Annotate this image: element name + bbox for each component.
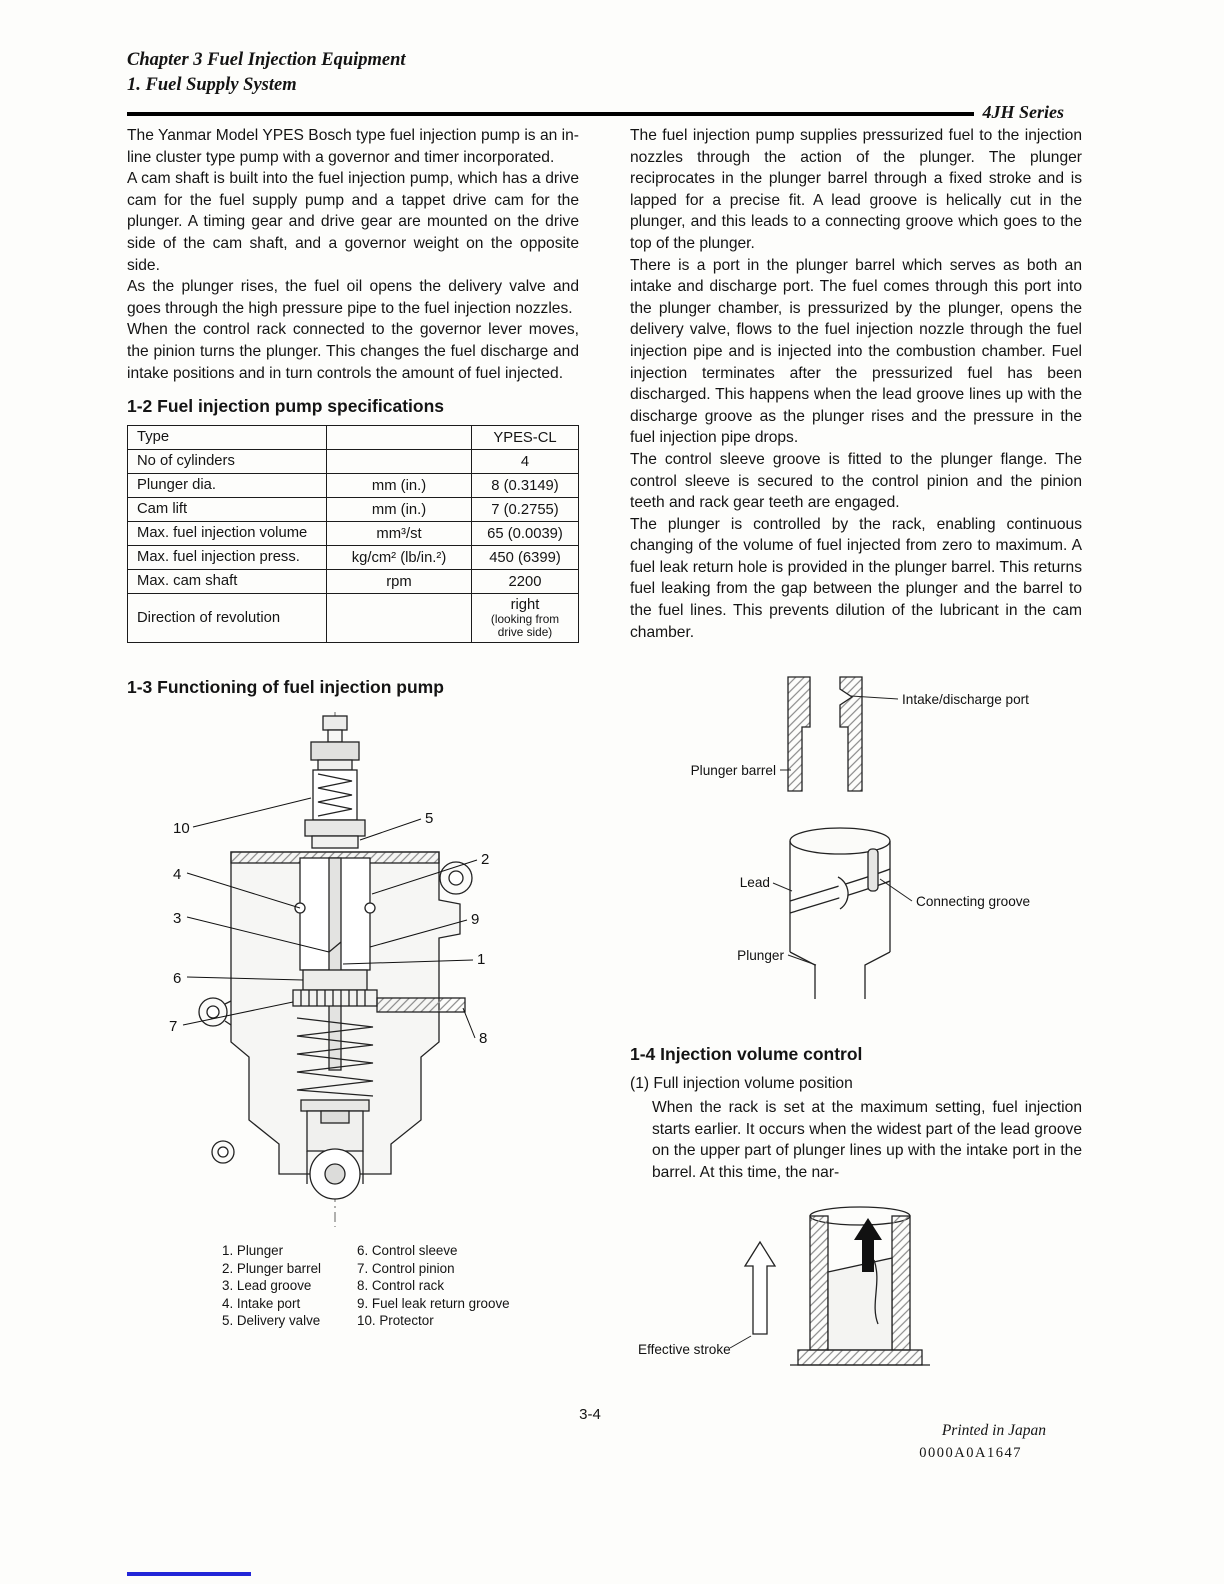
spec-value: 2200	[472, 570, 579, 594]
spec-value: 450 (6399)	[472, 546, 579, 570]
plunger-label: Plunger	[737, 948, 784, 964]
spec-value: 65 (0.0039)	[472, 522, 579, 546]
pump-diagram-image	[165, 712, 535, 1232]
spec-item: No of cylinders	[128, 450, 327, 474]
legend-item: 8. Control rack	[357, 1278, 445, 1294]
paragraph: The plunger is controlled by the rack, enabling continuous changing of the volume of fuel injected from zero to maximum. A fuel leak return hole is provided in the plunger barrel. This returns fuel leaking from the gap between the plunger and the barrel to the fuel lines. This prevents dilution of the lubricant in the cam chamber.	[630, 515, 1082, 641]
chapter-title: Chapter 3 Fuel Injection Equipment	[127, 50, 406, 70]
callout-5: 5	[425, 810, 434, 828]
document-code: 0000A0A1647	[919, 1445, 1022, 1461]
stroke-diagram-image	[630, 1202, 1082, 1402]
spec-unit: mm (in.)	[327, 474, 472, 498]
callout-8: 8	[479, 1030, 488, 1048]
volume-subtitle: (1) Full injection volume position	[630, 1075, 853, 1093]
paragraph: A cam shaft is built into the fuel injection pump, which has a drive cam for the fuel supply pump and a tappet drive cam for the plunger. A timing gear and drive gear are mounted on the drive side of the cam shaft, and a governor weight on the opposite side.	[127, 170, 579, 274]
lead-label: Lead	[739, 875, 770, 891]
paragraph: The control sleeve groove is fitted to the plunger flange. The control sleeve is secured to the control pinion and the pinion teeth and rack gear teeth are engaged.	[630, 450, 1082, 512]
page-number: 3-4	[579, 1406, 601, 1423]
table-row	[128, 498, 579, 522]
pump-drawing	[199, 712, 472, 1227]
table-row	[128, 426, 579, 450]
legend-column-2	[357, 1242, 537, 1330]
spec-value: YPES-CL	[472, 426, 579, 450]
plunger-figure	[630, 817, 1082, 1002]
paragraph: The fuel injection pump supplies pressurized fuel to the injection nozzles through the action of the plunger. The plunger reciprocates in the plunger barrel through a fixed stroke and is lapped for a precise fit. A lead groove is helically cut in the plunger, and this leads to a connecting groove which goes to the top of the plunger.	[630, 127, 1082, 252]
printed-in-japan: Printed in Japan	[941, 1422, 1046, 1439]
spec-unit: mm³/st	[327, 522, 472, 546]
spec-unit	[327, 594, 472, 643]
spec-item: Type	[128, 426, 327, 450]
legend-item: 4. Intake port	[222, 1295, 301, 1311]
section-title: 1. Fuel Supply System	[127, 75, 297, 95]
legend-item: 9. Fuel leak return groove	[357, 1295, 510, 1311]
volume-control-title: 1-4 Injection volume control	[630, 1044, 863, 1065]
legend-item: 6. Control sleeve	[357, 1243, 458, 1259]
spec-value-main: right	[510, 597, 540, 614]
callout-6: 6	[173, 970, 182, 988]
paragraph: When the control rack connected to the governor lever moves, the pinion turns the plunger. This changes the fuel discharge and intake positions and in turn controls the amount of fuel injected.	[127, 321, 579, 382]
intake-discharge-port-label: Intake/discharge port	[902, 692, 1029, 708]
barrel-drawing	[780, 677, 898, 791]
header-rule-row	[127, 102, 1064, 123]
scan-artifact-line	[127, 1572, 251, 1576]
spec-item: Max. fuel injection volume	[128, 522, 327, 546]
legend-item: 2. Plunger barrel	[222, 1260, 321, 1276]
volume-paragraph: When the rack is set at the maximum setting, fuel injection starts earlier. It occurs when the widest part of the lead groove on the upper part of plunger lines up with the intake port in the barrel. At this time, the nar-	[652, 1099, 1082, 1182]
callout-2: 2	[481, 851, 490, 869]
callout-10: 10	[173, 820, 190, 838]
legend-item: 1. Plunger	[222, 1243, 284, 1259]
spec-item: Max. cam shaft	[128, 570, 327, 594]
table-row	[128, 546, 579, 570]
right-column	[630, 125, 1082, 1402]
effective-stroke-label: Effective stroke	[638, 1341, 731, 1357]
spec-unit	[327, 450, 472, 474]
plunger-barrel-label: Plunger barrel	[690, 763, 776, 779]
spec-item: Direction of revolution	[128, 594, 327, 643]
callout-7: 7	[169, 1018, 178, 1036]
pump-legend	[222, 1242, 579, 1330]
left-column	[127, 125, 579, 1330]
spec-value	[472, 594, 579, 643]
paragraph: There is a port in the plunger barrel which serves as both an intake and discharge port. The fuel comes through this port into the plunger chamber, is pressurized by the plunger, opens the delivery valve, flows to the fuel injection nozzle through the fuel injection pipe and is injected into the combustion chamber. Fuel injection terminates after the pressurized fuel has been discharged. This happens when the lead groove lines up with the discharge groove as the plunger rises and the pressure in the fuel injection pipe drops.	[630, 256, 1082, 447]
barrel-diagram-image	[630, 669, 1082, 799]
spec-unit	[327, 426, 472, 450]
spec-value: 7 (0.2755)	[472, 498, 579, 522]
spec-value: 4	[472, 450, 579, 474]
connecting-groove-label: Connecting groove	[916, 894, 1031, 910]
spec-unit: rpm	[327, 570, 472, 594]
callout-3: 3	[173, 910, 182, 928]
spec-section-title: 1-2 Fuel injection pump specifications	[127, 396, 444, 417]
stroke-drawing	[730, 1207, 930, 1365]
paragraph: As the plunger rises, the fuel oil opens the delivery valve and goes through the high pressure pipe to the fuel injection nozzles.	[127, 278, 579, 317]
paragraph: The Yanmar Model YPES Bosch type fuel injection pump is an in-line cluster type pump with a governor and timer incorporated.	[127, 127, 579, 166]
legend-item: 5. Delivery valve	[222, 1313, 321, 1329]
plunger-diagram-image	[630, 817, 1082, 1002]
page-header	[127, 48, 1064, 123]
spec-item: Max. fuel injection press.	[128, 546, 327, 570]
spec-item: Cam lift	[128, 498, 327, 522]
callout-9: 9	[471, 911, 480, 929]
functioning-section-title: 1-3 Functioning of fuel injection pump	[127, 677, 444, 698]
legend-item: 7. Control pinion	[357, 1260, 455, 1276]
callout-1: 1	[477, 951, 486, 969]
legend-column-1	[222, 1242, 357, 1330]
table-row	[128, 522, 579, 546]
barrel-figure	[630, 669, 1082, 799]
series-label: 4JH Series	[982, 102, 1064, 122]
spec-value-note: (looking from drive side)	[490, 612, 560, 640]
table-row	[128, 570, 579, 594]
plunger-drawing	[773, 828, 912, 999]
table-row	[128, 594, 579, 643]
callout-4: 4	[173, 866, 182, 884]
spec-unit: mm (in.)	[327, 498, 472, 522]
table-row	[128, 450, 579, 474]
spec-value: 8 (0.3149)	[472, 474, 579, 498]
legend-item: 3. Lead groove	[222, 1278, 312, 1294]
legend-item: 10. Protector	[357, 1313, 434, 1329]
spec-item: Plunger dia.	[128, 474, 327, 498]
effective-stroke-figure	[630, 1202, 1082, 1402]
table-row	[128, 474, 579, 498]
spec-table	[127, 425, 579, 643]
pump-cross-section-figure	[165, 712, 579, 1232]
spec-unit: kg/cm² (lb/in.²)	[327, 546, 472, 570]
header-rule	[127, 112, 974, 116]
